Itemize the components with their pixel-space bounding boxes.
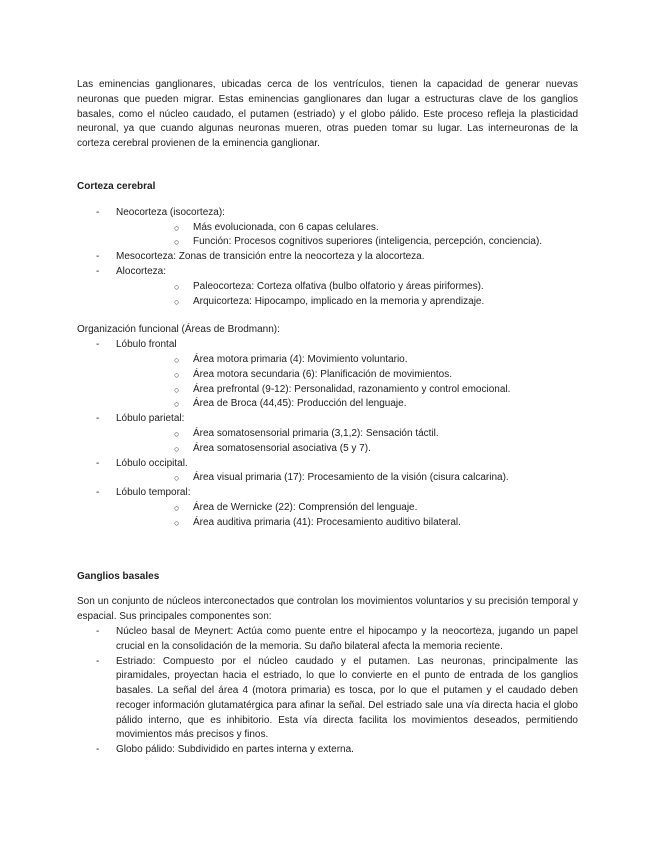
circle-bullet: ○ — [174, 237, 180, 248]
sub-list-item-text: Más evolucionada, con 6 capas celulares. — [193, 221, 379, 233]
circle-bullet: ○ — [174, 281, 180, 292]
sub-list-item-text: Área motora primaria (4): Movimiento voluntario. — [193, 353, 408, 365]
list-item-label: Neocorteza (isocorteza): — [116, 206, 225, 218]
circle-bullet: ○ — [174, 428, 180, 439]
dash-bullet: - — [96, 655, 100, 667]
list-item — [77, 412, 578, 456]
sub-list-item-text: Área auditiva primaria (41): Procesamiento auditivo bilateral. — [193, 516, 461, 528]
sub-list — [116, 471, 578, 486]
dash-bullet: - — [96, 265, 100, 277]
list-item — [77, 206, 578, 250]
circle-bullet: ○ — [174, 296, 180, 307]
circle-bullet: ○ — [174, 502, 180, 513]
circle-bullet: ○ — [174, 384, 180, 395]
sub-list — [116, 221, 578, 251]
circle-bullet: ○ — [174, 354, 180, 365]
section-heading-ganglios: Ganglios basales — [77, 570, 160, 582]
document-content — [77, 78, 578, 758]
circle-bullet: ○ — [174, 517, 180, 528]
circle-bullet: ○ — [174, 399, 180, 410]
ganglios-list — [77, 625, 578, 758]
sub-list-item-text: Arquicorteza: Hipocampo, implicado en la memoria y aprendizaje. — [193, 295, 485, 307]
sub-list-item — [116, 368, 578, 383]
sub-list-item-text: Área visual primaria (17): Procesamiento de la visión (cisura calcarina). — [193, 472, 509, 484]
list-item-label: Mesocorteza: Zonas de transición entre la neocorteza y la alocorteza. — [116, 251, 425, 263]
list-item — [77, 265, 578, 309]
list-item-label: Lóbulo temporal: — [116, 487, 191, 499]
sub-list-item-text: Área somatosensorial primaria (3,1,2): Sensación táctil. — [193, 427, 439, 439]
corteza-list — [77, 206, 578, 310]
section-heading-corteza: Corteza cerebral — [77, 180, 156, 192]
list-item — [77, 655, 578, 744]
list-item-label: Lóbulo occipital. — [116, 457, 188, 469]
dash-bullet: - — [96, 487, 100, 499]
sub-list-item — [116, 280, 578, 295]
list-item-text: Estriado: Compuesto por el núcleo caudado y el putamen. Las neuronas, principalmente las piramidales, proyectan hacia el estriado, lo que lo convierte en el punto de entrada de los ganglios basales. La señal del área 4 (motora primaria) es tosca, por lo que el putamen y el caudado deben recoger información glutamatérgica para afinar la señal. Del estriado sale una vía directa hacia el globo pálido interno, que es inhibitorio. Esta vía directa facilita los movimientos deseados, permitiendo movimientos más precisos y finos. — [116, 655, 578, 741]
circle-bullet: ○ — [174, 369, 180, 380]
dash-bullet: - — [96, 457, 100, 469]
list-item-label: Lóbulo parietal: — [116, 413, 185, 425]
list-item — [77, 625, 578, 655]
sub-list-item — [116, 235, 578, 250]
sub-list-item — [116, 471, 578, 486]
intro-paragraph: Las eminencias ganglionares, ubicadas cerca de los ventrículos, tienen la capacidad de generar nuevas neuronas que pueden migrar. Estas eminencias ganglionares dan lugar a estructuras clave de los ganglios basales, como el núcleo caudado, el putamen (estriado) y el globo pálido. Este proceso refleja la plasticidad neuronal, ya que cuando algunas neuronas mueren, otras pueden tomar su lugar. Las interneuronas de la corteza cerebral provienen de la eminencia ganglionar. — [77, 79, 578, 150]
list-item-label: Alocorteza: — [116, 265, 167, 277]
sub-list-item-text: Paleocorteza: Corteza olfativa (bulbo olfatorio y áreas piriformes). — [193, 280, 484, 292]
sub-list-item — [116, 427, 578, 442]
sub-list-item — [116, 397, 578, 412]
circle-bullet: ○ — [174, 473, 180, 484]
sub-list-item — [116, 516, 578, 531]
sub-list — [116, 353, 578, 412]
sub-list-item-text: Área de Broca (44,45): Producción del lenguaje. — [193, 398, 407, 410]
circle-bullet: ○ — [174, 222, 180, 233]
sub-list-item-text: Área somatosensorial asociativa (5 y 7). — [193, 442, 371, 454]
sub-list-item-text: Área prefrontal (9-12): Personalidad, razonamiento y control emocional. — [193, 383, 511, 395]
sub-list-item — [116, 221, 578, 236]
dash-bullet: - — [96, 625, 100, 637]
circle-bullet: ○ — [174, 443, 180, 454]
dash-bullet: - — [96, 413, 100, 425]
organizacion-list — [77, 338, 578, 530]
dash-bullet: - — [96, 744, 100, 756]
sub-list-item — [116, 383, 578, 398]
sub-list-item-text: Función: Procesos cognitivos superiores (inteligencia, percepción, conciencia). — [193, 236, 543, 248]
sub-list-item — [116, 295, 578, 310]
sub-list — [116, 280, 578, 310]
sub-list-item-text: Área de Wernicke (22): Comprensión del lenguaje. — [193, 501, 418, 513]
list-item — [77, 743, 578, 758]
list-item — [77, 486, 578, 530]
list-item-text: Núcleo basal de Meynert: Actúa como puente entre el hipocampo y la neocorteza, jugando un papel crucial en la consolidación de la memoria. Su daño bilateral afecta la memoria reciente. — [116, 625, 578, 652]
list-item-text: Globo pálido: Subdividido en partes interna y externa. — [116, 744, 354, 756]
sub-list — [116, 501, 578, 531]
sub-list-item — [116, 442, 578, 457]
sub-list-item — [116, 353, 578, 368]
sub-list — [116, 427, 578, 457]
ganglios-intro: Son un conjunto de núcleos interconectados que controlan los movimientos voluntarios y su precisión temporal y espacial. Sus principales componentes son: — [77, 596, 578, 623]
list-item — [77, 250, 578, 265]
list-item-label: Lóbulo frontal — [116, 339, 177, 351]
organizacion-heading: Organización funcional (Áreas de Brodmann): — [77, 324, 280, 336]
list-item — [77, 457, 578, 487]
sub-list-item-text: Área motora secundaria (6): Planificación de movimientos. — [193, 368, 453, 380]
dash-bullet: - — [96, 339, 100, 351]
dash-bullet: - — [96, 251, 100, 263]
list-item — [77, 338, 578, 412]
dash-bullet: - — [96, 206, 100, 218]
sub-list-item — [116, 501, 578, 516]
